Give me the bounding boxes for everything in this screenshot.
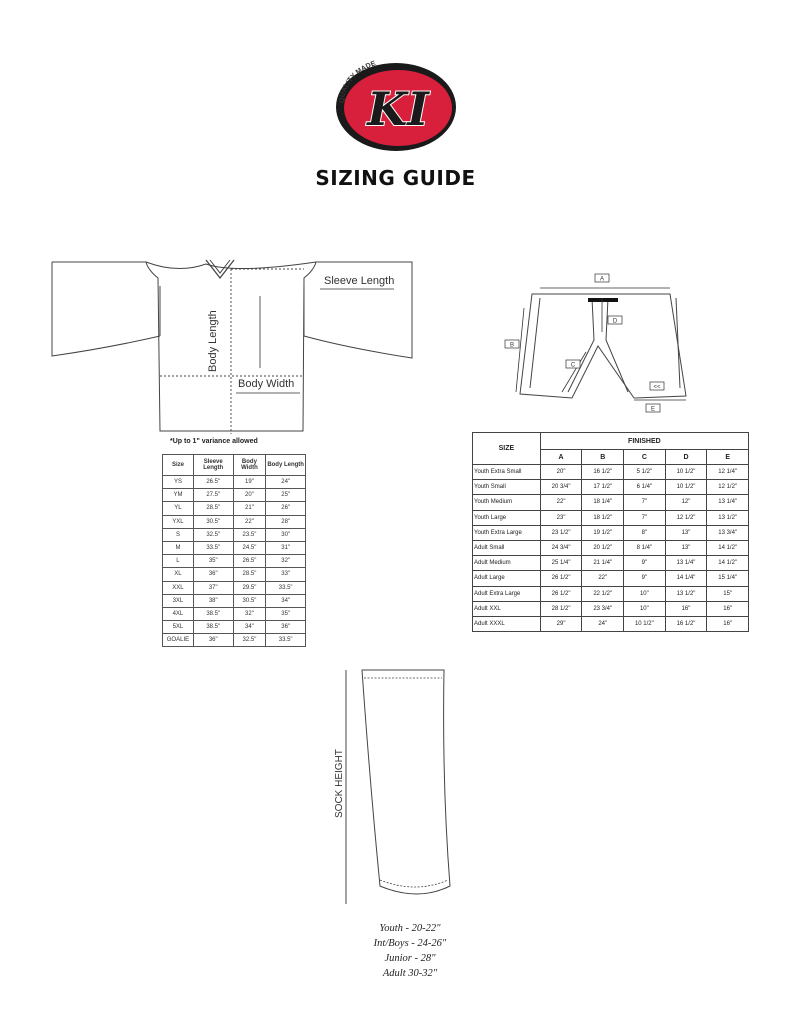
table-row: [473, 586, 749, 601]
table-row: [163, 515, 306, 528]
size-cell: Youth Medium: [473, 495, 541, 510]
dim-e-label: E: [650, 406, 656, 413]
value-cell: 24.5": [233, 541, 266, 554]
value-cell: 23.5": [233, 528, 266, 541]
value-cell: 16": [707, 601, 749, 616]
value-cell: 14 1/2": [707, 556, 749, 571]
value-cell: 10 1/2": [624, 616, 666, 631]
value-cell: 28.5": [233, 568, 266, 581]
value-cell: 24": [266, 476, 306, 489]
page-title: SIZING GUIDE: [315, 166, 476, 190]
value-cell: 28": [266, 515, 306, 528]
dim-b-label: B: [509, 342, 515, 349]
size-cell: S: [163, 528, 194, 541]
value-cell: 24": [582, 616, 624, 631]
value-cell: 38": [193, 594, 233, 607]
value-cell: 23 3/4": [582, 601, 624, 616]
value-cell: 12": [665, 495, 707, 510]
table-row: [163, 541, 306, 554]
header-sleeve-length: Sleeve Length: [193, 455, 233, 476]
value-cell: 23": [540, 510, 582, 525]
table-row: [163, 528, 306, 541]
value-cell: 9": [624, 571, 666, 586]
value-cell: 36": [266, 621, 306, 634]
value-cell: 33": [266, 568, 306, 581]
table-row: [473, 480, 749, 495]
jersey-diagram: [48, 256, 418, 436]
size-cell: GOALIE: [163, 634, 194, 647]
value-cell: 30": [266, 528, 306, 541]
value-cell: 20 3/4": [540, 480, 582, 495]
size-cell: YXL: [163, 515, 194, 528]
value-cell: 34": [266, 594, 306, 607]
pants-size-table: [472, 432, 749, 632]
size-cell: L: [163, 555, 194, 568]
value-cell: 38.5": [193, 607, 233, 620]
sock-size-list: [350, 921, 470, 981]
value-cell: 22 1/2": [582, 586, 624, 601]
value-cell: 26 1/2": [540, 586, 582, 601]
table-row: [473, 525, 749, 540]
value-cell: 17 1/2": [582, 480, 624, 495]
value-cell: 9": [624, 556, 666, 571]
value-cell: 25 1/4": [540, 556, 582, 571]
table-row: [163, 634, 306, 647]
value-cell: 13 1/4": [665, 556, 707, 571]
table-row: [163, 555, 306, 568]
size-cell: XXL: [163, 581, 194, 594]
logo-arc-text: QUALITY MADE: [338, 60, 377, 104]
value-cell: 10 1/2": [665, 465, 707, 480]
sock-size-junior: Junior - 28": [384, 953, 436, 964]
value-cell: 15": [707, 586, 749, 601]
value-cell: 21": [233, 502, 266, 515]
value-cell: 16": [665, 601, 707, 616]
table-row: [473, 571, 749, 586]
value-cell: 32.5": [233, 634, 266, 647]
table-row: [163, 581, 306, 594]
body-length-label: Body Length: [207, 310, 219, 372]
value-cell: 22": [233, 515, 266, 528]
value-cell: 13 1/4": [707, 495, 749, 510]
value-cell: 37": [193, 581, 233, 594]
table-row: [473, 465, 749, 480]
brand-logo: [330, 55, 460, 155]
value-cell: 32": [266, 555, 306, 568]
value-cell: 13 1/2": [665, 586, 707, 601]
value-cell: 26": [266, 502, 306, 515]
value-cell: 6 1/4": [624, 480, 666, 495]
value-cell: 25": [266, 489, 306, 502]
value-cell: 10": [624, 586, 666, 601]
dim-d-label: D: [612, 318, 618, 325]
jersey-size-table: [162, 454, 306, 647]
header-finished: FINISHED: [540, 433, 748, 450]
size-cell: Adult XXXL: [473, 616, 541, 631]
table-row: [473, 601, 749, 616]
size-cell: Youth Large: [473, 510, 541, 525]
sock-size-youth: Youth - 20-22": [379, 923, 441, 934]
value-cell: 20 1/2": [582, 540, 624, 555]
table-header-row: [473, 433, 749, 450]
value-cell: 29.5": [233, 581, 266, 594]
dim-c-label: C: [570, 362, 576, 369]
value-cell: 19 1/2": [582, 525, 624, 540]
value-cell: 19": [233, 476, 266, 489]
value-cell: 15 1/4": [707, 571, 749, 586]
value-cell: 35": [193, 555, 233, 568]
value-cell: 12 1/2": [707, 480, 749, 495]
table-row: [163, 607, 306, 620]
size-cell: 3XL: [163, 594, 194, 607]
value-cell: 29": [540, 616, 582, 631]
header-body-length: Body Length: [266, 455, 306, 476]
body-width-label: Body Width: [238, 378, 295, 390]
header-col-a: A: [540, 450, 582, 465]
value-cell: 30.5": [233, 594, 266, 607]
value-cell: 13 1/2": [707, 510, 749, 525]
header-size: SIZE: [473, 433, 541, 465]
value-cell: 20": [540, 465, 582, 480]
value-cell: 10": [624, 601, 666, 616]
value-cell: 22": [540, 495, 582, 510]
value-cell: 12 1/4": [707, 465, 749, 480]
sock-size-int-boys: Int/Boys - 24-26": [373, 938, 447, 949]
value-cell: 30.5": [193, 515, 233, 528]
table-row: [163, 621, 306, 634]
size-cell: 4XL: [163, 607, 194, 620]
size-cell: YS: [163, 476, 194, 489]
value-cell: 12 1/2": [665, 510, 707, 525]
size-cell: XL: [163, 568, 194, 581]
size-cell: 5XL: [163, 621, 194, 634]
value-cell: 18 1/2": [582, 510, 624, 525]
table-header-row: [163, 455, 306, 476]
table-row: [473, 495, 749, 510]
value-cell: 28.5": [193, 502, 233, 515]
value-cell: 32": [233, 607, 266, 620]
size-cell: YL: [163, 502, 194, 515]
value-cell: 31": [266, 541, 306, 554]
value-cell: 34": [233, 621, 266, 634]
header-body-width: Body Width: [233, 455, 266, 476]
sleeve-length-label: Sleeve Length: [324, 275, 395, 287]
table-row: [163, 568, 306, 581]
value-cell: 14 1/4": [665, 571, 707, 586]
value-cell: 26 1/2": [540, 571, 582, 586]
dim-small-label: <<: [653, 384, 661, 391]
header-col-d: D: [665, 450, 707, 465]
value-cell: 13 3/4": [707, 525, 749, 540]
sock-diagram: [328, 664, 468, 914]
value-cell: 13": [665, 540, 707, 555]
logo-mark: KI: [367, 82, 429, 136]
value-cell: 38.5": [193, 621, 233, 634]
value-cell: 13": [665, 525, 707, 540]
value-cell: 24 3/4": [540, 540, 582, 555]
size-cell: Youth Small: [473, 480, 541, 495]
size-cell: Adult Large: [473, 571, 541, 586]
dim-a-label: A: [599, 276, 605, 283]
value-cell: 16": [707, 616, 749, 631]
value-cell: 26.5": [233, 555, 266, 568]
value-cell: 8 1/4": [624, 540, 666, 555]
value-cell: 28 1/2": [540, 601, 582, 616]
waistband-marker: [588, 298, 618, 302]
variance-note: *Up to 1" variance allowed: [170, 438, 258, 445]
size-cell: YM: [163, 489, 194, 502]
table-row: [163, 594, 306, 607]
table-row: [163, 489, 306, 502]
value-cell: 23 1/2": [540, 525, 582, 540]
value-cell: 35": [266, 607, 306, 620]
size-cell: Youth Extra Large: [473, 525, 541, 540]
value-cell: 14 1/2": [707, 540, 749, 555]
value-cell: 22": [582, 571, 624, 586]
table-row: [473, 510, 749, 525]
header-col-e: E: [707, 450, 749, 465]
value-cell: 20": [233, 489, 266, 502]
sock-height-label: SOCK HEIGHT: [334, 749, 345, 818]
value-cell: 33.5": [266, 581, 306, 594]
header-col-c: C: [624, 450, 666, 465]
value-cell: 36": [193, 634, 233, 647]
value-cell: 21 1/4": [582, 556, 624, 571]
value-cell: 7": [624, 510, 666, 525]
value-cell: 5 1/2": [624, 465, 666, 480]
size-cell: Adult XXL: [473, 601, 541, 616]
value-cell: 33.5": [266, 634, 306, 647]
size-cell: Adult Small: [473, 540, 541, 555]
header-col-b: B: [582, 450, 624, 465]
table-row: [163, 502, 306, 515]
value-cell: 27.5": [193, 489, 233, 502]
table-row: [163, 476, 306, 489]
value-cell: 36": [193, 568, 233, 581]
sock-size-adult: Adult 30-32": [382, 968, 438, 979]
header-size: Size: [163, 455, 194, 476]
value-cell: 26.5": [193, 476, 233, 489]
value-cell: 18 1/4": [582, 495, 624, 510]
value-cell: 16 1/2": [582, 465, 624, 480]
table-row: [473, 616, 749, 631]
value-cell: 8": [624, 525, 666, 540]
value-cell: 16 1/2": [665, 616, 707, 631]
size-cell: Adult Extra Large: [473, 586, 541, 601]
value-cell: 10 1/2": [665, 480, 707, 495]
pants-diagram: [500, 268, 700, 418]
value-cell: 32.5": [193, 528, 233, 541]
value-cell: 33.5": [193, 541, 233, 554]
table-row: [473, 540, 749, 555]
value-cell: 7": [624, 495, 666, 510]
table-row: [473, 556, 749, 571]
size-cell: Youth Extra Small: [473, 465, 541, 480]
size-cell: M: [163, 541, 194, 554]
size-cell: Adult Medium: [473, 556, 541, 571]
